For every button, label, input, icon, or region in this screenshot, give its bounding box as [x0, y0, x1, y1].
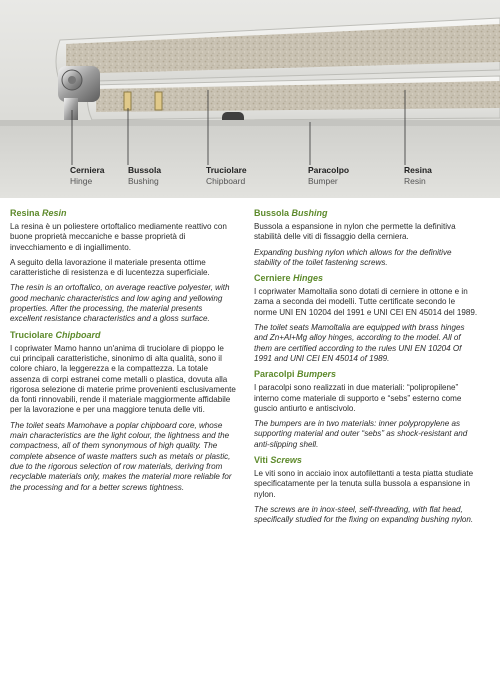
section-bushing	[254, 208, 480, 268]
section-hinges	[254, 273, 480, 364]
callout-resin: Resina Resin	[404, 165, 432, 186]
section-bumpers	[254, 369, 480, 450]
section-chipboard	[10, 330, 236, 493]
paragraph-en: The screws are in inox-steel, self-threading, with flat head, specifically studied for the fixing on expanding bushing nylon.	[254, 504, 474, 525]
section-heading: Resina Resin	[10, 208, 67, 218]
callout-bushing: Bussola Bushing	[128, 165, 162, 186]
callout-hinge: Cerniera Hinge	[70, 165, 105, 186]
section-screws	[254, 455, 480, 525]
section-heading: Paracolpi Bumpers	[254, 369, 337, 380]
paragraph-it: Bussola a espansione in nylon che permette la definitiva stabilità delle viti di fissaggio della cerniera.	[254, 222, 456, 242]
paragraph-en: The resin is an ortoftalico, on average reactive polyester, with good mechanic characteristics and low aging and yellowing properties. After the processing, the material presents excellent resistance characteristics and a gloss surface.	[10, 283, 230, 324]
paragraph-en: Expanding bushing nylon which allows for the definitive stability of the toilet fastening screws.	[254, 247, 452, 267]
paragraph-it: I copriwater Mamo hanno un'anima di truciolare di pioppo le cui principali caratteristiche, sinonimo di alta qualità, sono il colore chiaro, la leggerezza e la compattezza. La totale assenza di corpi estranei come metalli o plastica, dovuta alla rigorosa selezione di materie prime provenienti esclusivamente da fonti rinnovabili, rende il materiale maggiormente affidabile per la lavorazione e per una maggiore tenuta delle viti.	[10, 343, 236, 415]
paragraph-it: I paracolpi sono realizzati in due materiali: “polipropilene” interno come materiale di supporto e “sebs” esterno come guscio antiurto e antiscivolo.	[254, 383, 462, 413]
paragraph-en: The toilet seats Mamoltalia are equipped with brass hinges and Zn+Al+Mg alloy hinges, according to the model. All of them are certified according to the rules UNI EN 10204 Of 1991 and UNI CEI EN 45014 of 1989.	[254, 323, 465, 363]
callout-chipboard: Truciolare Chipboard	[206, 165, 247, 186]
callout-bumper: Paracolpo Bumper	[308, 165, 350, 186]
section-resin	[10, 208, 236, 325]
seat-cross-section-figure	[0, 0, 500, 198]
paragraph-it: I copriwater Mamoltalia sono dotati di cerniere in ottone e in zama a seconda dei modelli. Tutte certificate secondo le norme UNI EN 10204 del 1991 e UNI CEI EN 45014 del 1989.	[254, 287, 478, 317]
paragraph-it: La resina è un poliestere ortoftalico mediamente reattivo con buone proprietà meccaniche e basse proprietà di invecchiamento e di ingiallimento.	[10, 222, 227, 252]
section-heading: Viti Screws	[254, 455, 302, 466]
paragraph-en: The bumpers are in two materials: inner polypropylene as supporting material and outer “sebs” as shock-resistant and anti-slipping shell.	[254, 419, 468, 449]
section-heading: Truciolare Chipboard	[10, 329, 101, 340]
section-heading: Cerniere Hinges	[254, 273, 324, 284]
paragraph-it: A seguito della lavorazione il materiale presenta ottime caratteristiche di resistenza e di lucentezza superficiale.	[10, 257, 210, 278]
right-column	[254, 208, 480, 531]
paragraph-en: The toilet seats Mamohave a poplar chipboard core, whose main characteristics are the light colour, the lightness and the compactness, all of them synonymous of high quality. The complete absence of waste matters such as metals or plastic, due to the rigorous selection of row materials, deriving from recyclable materials only, makes the material more reliable for the processing and for a better screws tightness.	[10, 420, 232, 492]
paragraph-it: Le viti sono in acciaio inox autofilettanti a testa piatta studiate specificatamente per la tenuta sulla bussola a espansione in nylon.	[254, 469, 474, 499]
left-column	[10, 208, 236, 498]
section-heading: Bussola Bushing	[254, 208, 328, 218]
